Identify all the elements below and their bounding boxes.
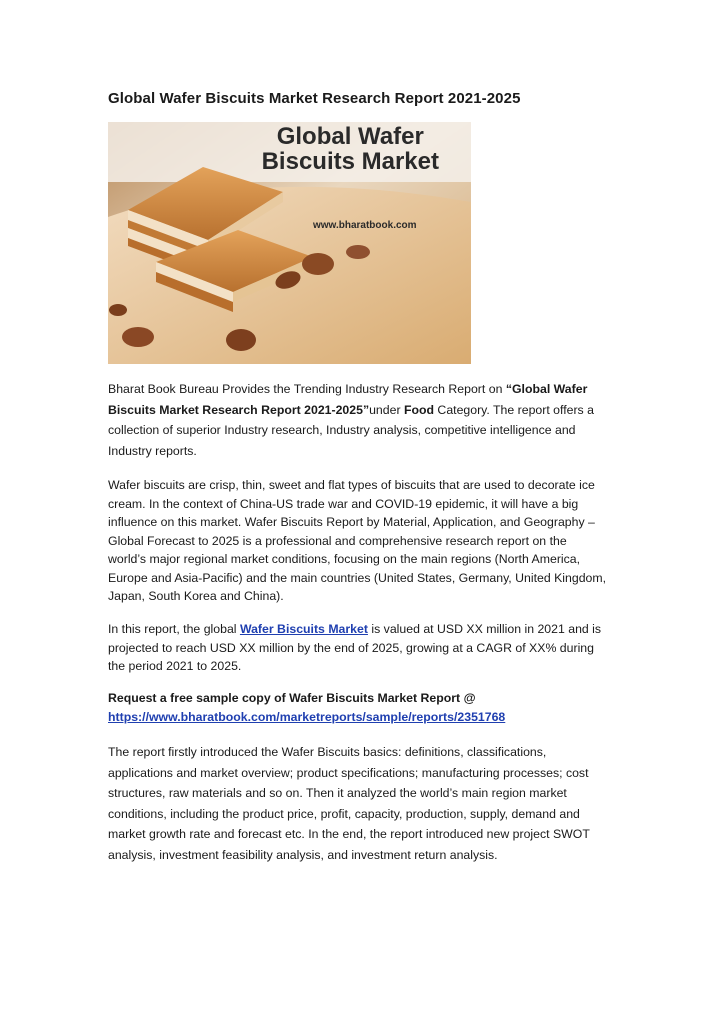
category-name: Food [403,402,435,417]
banner-heading [262,124,439,174]
sample-request [108,689,608,726]
definition-paragraph: Wafer biscuits are crisp, thin, sweet and flat types of biscuits that are used to decorate ice cream. In the context of China-US trade war and COVID-19 epidemic, it will have a big influence on this market. Wafer Biscuits Report by Material, Application, and Geography – Global Forecast to 2025 is a professional and comprehensive research report on the world’s major regional market conditions, focusing on the main regions (North America, Europe and Asia-Pacific) and the main countries (United States, Germany, United Kingdom, Japan, South Korea and China). [108,478,607,603]
banner-heading-line2: Biscuits Market [261,148,439,175]
intro-lead: Bharat Book Bureau Provides the Trending Industry Research Report on [108,382,506,396]
market-link[interactable]: Wafer Biscuits Market [239,622,368,636]
page-title: Global Wafer Biscuits Market Research Report 2021-2025 [108,90,521,107]
summary-paragraph: The report firstly introduced the Wafer Biscuits basics: definitions, classifications, applications and market overview; product specifications; manufacturing processes; cost structures, raw materials and so on. Then it analyzed the world’s main region market conditions, including the product price, profit, capacity, production, supply, demand and market growth rate and forecast etc. In the end, the report introduced new project SWOT analysis, investment feasibility analysis, and investment return analysis. [108,745,590,862]
sample-label: Request a free sample copy of Wafer Biscuits Market Report @ [108,691,476,705]
sample-url-link[interactable]: https://www.bharatbook.com/marketreports/sample/reports/2351768 [108,709,506,724]
intro-tail: Category. The report offers a collection of superior Industry research, Industry analysis, competitive intelligence and Industry reports. [108,402,594,458]
banner-website: www.bharatbook.com [313,220,417,231]
intro-paragraph [108,379,608,461]
market-tail: is valued at USD XX million in 2021 and is projected to reach USD XX million by the end of 2025, growing at a CAGR of XX% during the period 2021 to 2025. [108,622,602,673]
banner-image [108,122,471,364]
report-name: “Global Wafer Biscuits Market Research Report 2021-2025” [108,382,588,417]
market-lead: In this report, the global [108,622,240,636]
banner-heading-line1: Global Wafer [276,123,424,150]
intro-under: under [369,402,404,417]
market-value-paragraph [108,620,608,676]
